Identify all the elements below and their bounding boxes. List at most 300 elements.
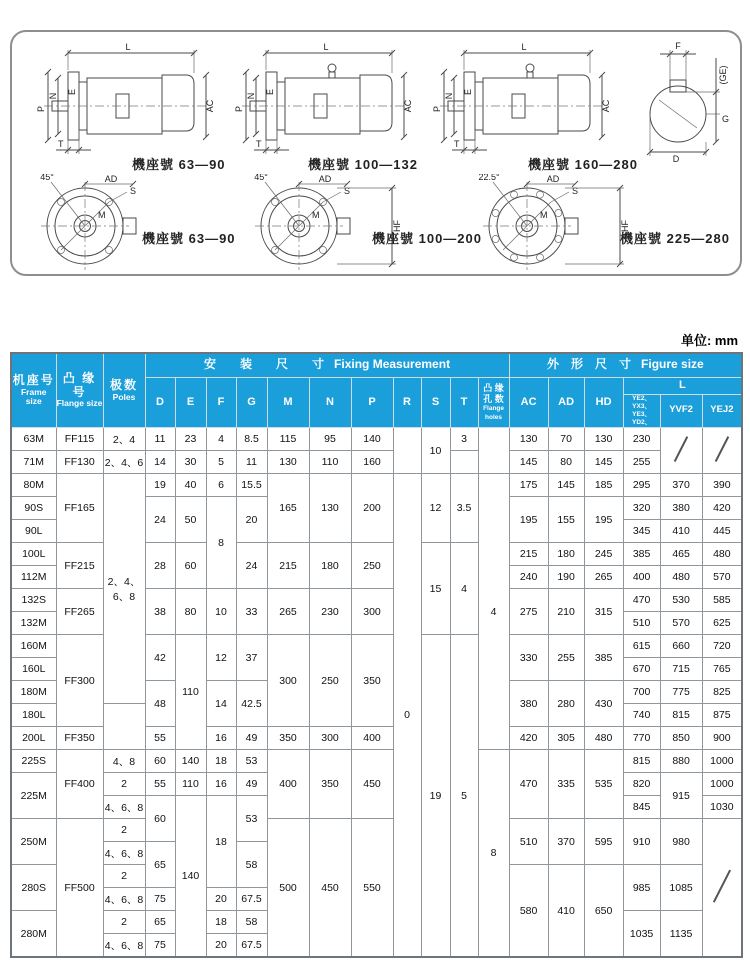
table-cell: 410 xyxy=(548,865,584,958)
band-figure-size: 外 形 尺 寸 Figure size xyxy=(509,353,742,377)
table-cell: 49 xyxy=(236,773,267,796)
table-cell: 2 xyxy=(103,819,145,842)
table-cell: 60 xyxy=(175,543,206,589)
table-cell: FF400 xyxy=(56,750,103,819)
table-cell: 1030 xyxy=(702,796,742,819)
table-cell: 550 xyxy=(351,819,393,958)
svg-text:S: S xyxy=(130,186,137,196)
table-cell xyxy=(103,704,145,750)
table-cell: 53 xyxy=(236,796,267,842)
table-cell: 110 xyxy=(309,451,351,474)
table-cell: 5 xyxy=(450,635,478,958)
svg-text:T: T xyxy=(256,139,262,149)
table-cell: 63M xyxy=(11,428,56,451)
table-cell: FF130 xyxy=(56,451,103,474)
table-cell: 400 xyxy=(267,750,309,819)
table-cell: 180L xyxy=(11,704,56,727)
table-cell: 255 xyxy=(548,635,584,681)
table-cell: 720 xyxy=(702,635,742,658)
col-header-r: R xyxy=(393,377,421,428)
table-cell: 90S xyxy=(11,497,56,520)
table-cell: 33 xyxy=(236,589,267,635)
table-cell: 160L xyxy=(11,658,56,681)
table-cell: 180 xyxy=(548,543,584,566)
table-cell: 4、6、8 xyxy=(103,796,145,819)
table-cell: 145 xyxy=(509,451,548,474)
front-view-100-200 xyxy=(244,174,412,278)
table-cell: 815 xyxy=(660,704,702,727)
table-cell: 320 xyxy=(623,497,660,520)
slash-mark xyxy=(715,436,729,462)
table-cell: 850 xyxy=(660,727,702,750)
table-cell: 370 xyxy=(548,819,584,865)
table-cell: 15.5 xyxy=(236,474,267,497)
table-cell: 132M xyxy=(11,612,56,635)
table-cell: 130 xyxy=(309,474,351,543)
table-cell: 985 xyxy=(623,865,660,911)
table-cell: 19 xyxy=(145,474,175,497)
table-cell: 18 xyxy=(206,911,236,934)
table-cell: 765 xyxy=(702,658,742,681)
col-header-hd: HD xyxy=(584,377,623,428)
side-view-63-90 xyxy=(36,40,220,158)
table-cell: 250 xyxy=(309,635,351,727)
table-cell: 100L xyxy=(11,543,56,566)
table-cell: 585 xyxy=(702,589,742,612)
col-header-g: G xyxy=(236,377,267,428)
table-cell: 10 xyxy=(206,589,236,635)
table-cell: FF115 xyxy=(56,428,103,451)
table-cell: 67.5 xyxy=(236,888,267,911)
table-cell: FF300 xyxy=(56,635,103,727)
table-cell: 430 xyxy=(584,681,623,727)
side-view-100-132 xyxy=(234,40,418,158)
col-header-poles: 极数 Poles xyxy=(103,353,145,428)
svg-text:N: N xyxy=(444,92,454,100)
table-cell: 625 xyxy=(702,612,742,635)
table-cell: 480 xyxy=(660,566,702,589)
table-cell: 350 xyxy=(351,635,393,727)
table-cell: 20 xyxy=(206,888,236,911)
table-cell: 880 xyxy=(660,750,702,773)
table-cell: 12 xyxy=(421,474,450,543)
svg-text:AC: AC xyxy=(601,99,611,113)
table-cell: 1035 xyxy=(623,911,660,958)
table-cell: 24 xyxy=(236,543,267,589)
table-cell: FF215 xyxy=(56,543,103,589)
table-cell: 450 xyxy=(351,750,393,819)
table-cell: 200L xyxy=(11,727,56,750)
table-cell: 1085 xyxy=(660,865,702,911)
table-cell: 90L xyxy=(11,520,56,543)
table-cell: 110 xyxy=(175,635,206,750)
table-cell: 42.5 xyxy=(236,681,267,727)
svg-text:E: E xyxy=(67,88,77,96)
table-cell: 4、6、8 xyxy=(103,888,145,911)
table-cell: 130 xyxy=(267,451,309,474)
svg-text:M: M xyxy=(98,210,106,220)
table-cell: 815 xyxy=(623,750,660,773)
col-header-m: M xyxy=(267,377,309,428)
table-cell xyxy=(478,428,509,474)
table-cell: 470 xyxy=(509,750,548,819)
svg-text:E: E xyxy=(265,88,275,96)
table-cell: 2 xyxy=(103,911,145,934)
front-view-caption: 機座號 100—200 xyxy=(372,231,482,246)
table-cell: 400 xyxy=(351,727,393,750)
table-cell: 38 xyxy=(145,589,175,635)
table-cell: 40 xyxy=(175,474,206,497)
col-header-l-yej2: YEJ2 xyxy=(702,394,742,428)
svg-text:S: S xyxy=(344,186,351,196)
side-view-caption: 機座號 63—90 xyxy=(132,157,226,172)
table-cell: 115 xyxy=(267,428,309,451)
table-cell: 910 xyxy=(623,819,660,865)
table-cell: 380 xyxy=(509,681,548,727)
table-cell: 20 xyxy=(206,934,236,958)
table-cell: 255 xyxy=(623,451,660,474)
table-cell: 465 xyxy=(660,543,702,566)
table-cell: 16 xyxy=(206,727,236,750)
table-cell: 225M xyxy=(11,773,56,819)
table-cell: 2 xyxy=(103,773,145,796)
table-cell: 195 xyxy=(509,497,548,543)
table-cell: 240 xyxy=(509,566,548,589)
table-cell: 160 xyxy=(351,451,393,474)
table-cell: 570 xyxy=(660,612,702,635)
table-cell: 180M xyxy=(11,681,56,704)
front-view-caption: 機座號 225—280 xyxy=(620,231,730,246)
table-cell: 70 xyxy=(548,428,584,451)
table-cell: 530 xyxy=(660,589,702,612)
table-cell: 155 xyxy=(548,497,584,543)
table-cell: 385 xyxy=(623,543,660,566)
table-cell: 65 xyxy=(145,911,175,934)
table-cell: 700 xyxy=(623,681,660,704)
svg-text:T: T xyxy=(454,139,460,149)
table-cell: 295 xyxy=(623,474,660,497)
table-cell: 1135 xyxy=(660,911,702,958)
shaft-end-detail xyxy=(626,38,736,164)
svg-text:F: F xyxy=(675,41,681,51)
table-cell: 875 xyxy=(702,704,742,727)
table-cell: 50 xyxy=(175,497,206,543)
table-cell: 20 xyxy=(236,497,267,543)
slash-mark xyxy=(713,870,731,903)
table-cell: 16 xyxy=(206,773,236,796)
table-cell: 410 xyxy=(660,520,702,543)
table-cell: 75 xyxy=(145,888,175,911)
table-cell: 450 xyxy=(309,819,351,958)
table-cell: FF165 xyxy=(56,474,103,543)
table-cell: 345 xyxy=(623,520,660,543)
table-cell: 510 xyxy=(623,612,660,635)
table-cell: 42 xyxy=(145,635,175,681)
table-cell: 112M xyxy=(11,566,56,589)
table-cell xyxy=(702,819,742,958)
table-cell: 3.5 xyxy=(450,474,478,543)
slash-mark xyxy=(674,436,688,462)
table-cell: 1000 xyxy=(702,773,742,796)
table-cell: 305 xyxy=(548,727,584,750)
table-cell: 335 xyxy=(548,750,584,819)
table-cell: 420 xyxy=(702,497,742,520)
table-cell: 4 xyxy=(206,428,236,451)
col-header-d: D xyxy=(145,377,175,428)
table-cell: 8 xyxy=(206,497,236,589)
col-header-l-yvf2: YVF2 xyxy=(660,394,702,428)
table-cell: 175 xyxy=(509,474,548,497)
svg-text:HF: HF xyxy=(620,220,630,232)
table-cell: 60 xyxy=(145,796,175,842)
col-header-l: L xyxy=(623,377,742,394)
table-cell: 60 xyxy=(145,750,175,773)
table-cell: 67.5 xyxy=(236,934,267,958)
svg-text:N: N xyxy=(48,92,58,100)
col-header-n: N xyxy=(309,377,351,428)
table-cell: 24 xyxy=(145,497,175,543)
svg-text:AD: AD xyxy=(318,174,332,184)
table-cell: 740 xyxy=(623,704,660,727)
table-cell: 250M xyxy=(11,819,56,865)
table-cell: 400 xyxy=(623,566,660,589)
col-header-l-ye2: YE2、YX3、 YE3、YD2、 xyxy=(623,394,660,428)
table-cell: 245 xyxy=(584,543,623,566)
table-cell: 900 xyxy=(702,727,742,750)
table-cell: 8.5 xyxy=(236,428,267,451)
table-cell: 510 xyxy=(509,819,548,865)
table-cell: 110 xyxy=(175,773,206,796)
table-cell: 11 xyxy=(236,451,267,474)
svg-text:(GE): (GE) xyxy=(718,65,728,85)
table-cell: 58 xyxy=(236,842,267,888)
table-cell xyxy=(393,428,421,474)
table-cell: 55 xyxy=(145,773,175,796)
svg-text:AC: AC xyxy=(403,99,413,113)
table-cell: 820 xyxy=(623,773,660,796)
table-cell: 570 xyxy=(702,566,742,589)
table-cell: FF265 xyxy=(56,589,103,635)
table-cell: 15 xyxy=(421,543,450,635)
col-header-t: T xyxy=(450,377,478,428)
svg-text:L: L xyxy=(521,42,527,52)
col-header-flange-holes: 凸 缘 孔 数 Flange holes xyxy=(478,377,509,428)
table-cell: 28 xyxy=(145,543,175,589)
table-cell: 11 xyxy=(145,428,175,451)
table-cell: 23 xyxy=(175,428,206,451)
table-cell: 53 xyxy=(236,750,267,773)
side-view-caption: 機座號 160—280 xyxy=(528,157,638,172)
table-cell: 370 xyxy=(660,474,702,497)
table-cell: 5 xyxy=(206,451,236,474)
col-header-f: F xyxy=(206,377,236,428)
side-view-caption: 機座號 100—132 xyxy=(308,157,418,172)
table-cell: 535 xyxy=(584,750,623,819)
table-cell: 190 xyxy=(548,566,584,589)
table-cell: 980 xyxy=(660,819,702,865)
table-cell xyxy=(702,428,742,474)
svg-text:22.5°: 22.5° xyxy=(478,174,500,182)
svg-text:AD: AD xyxy=(546,174,560,184)
svg-text:45°: 45° xyxy=(254,174,268,182)
table-cell: 715 xyxy=(660,658,702,681)
table-cell: 650 xyxy=(584,865,623,958)
table-cell: 300 xyxy=(267,635,309,727)
table-cell: 420 xyxy=(509,727,548,750)
table-cell xyxy=(450,451,478,474)
table-cell: 3 xyxy=(450,428,478,451)
svg-text:G: G xyxy=(722,114,730,124)
table-cell: 330 xyxy=(509,635,548,681)
table-cell: 215 xyxy=(267,543,309,589)
table-cell: 210 xyxy=(548,589,584,635)
table-cell: 58 xyxy=(236,911,267,934)
table-cell: 0 xyxy=(393,474,421,958)
table-cell: 2 xyxy=(103,865,145,888)
svg-text:D: D xyxy=(672,154,680,164)
table-cell: 130 xyxy=(509,428,548,451)
table-cell: 145 xyxy=(584,451,623,474)
table-cell: 140 xyxy=(175,750,206,773)
table-cell: 140 xyxy=(351,428,393,451)
table-cell: 385 xyxy=(584,635,623,681)
table-cell: 80 xyxy=(175,589,206,635)
col-header-e: E xyxy=(175,377,206,428)
table-cell: FF350 xyxy=(56,727,103,750)
table-cell: 480 xyxy=(584,727,623,750)
table-cell: 445 xyxy=(702,520,742,543)
table-cell: 195 xyxy=(584,497,623,543)
table-cell xyxy=(660,428,702,474)
front-view-225-280 xyxy=(472,174,640,278)
table-cell: 145 xyxy=(548,474,584,497)
col-header-flange: 凸 缘 号 Flange size xyxy=(56,353,103,428)
table-cell: 845 xyxy=(623,796,660,819)
table-cell: 595 xyxy=(584,819,623,865)
front-view-63-90 xyxy=(30,174,160,278)
table-cell: 18 xyxy=(206,796,236,888)
table-cell: 132S xyxy=(11,589,56,612)
table-cell: 4 xyxy=(450,543,478,635)
svg-text:M: M xyxy=(540,210,548,220)
svg-text:P: P xyxy=(36,105,46,113)
svg-text:M: M xyxy=(312,210,320,220)
table-cell: 19 xyxy=(421,635,450,958)
table-cell: 265 xyxy=(584,566,623,589)
svg-text:E: E xyxy=(463,88,473,96)
side-view-160-280 xyxy=(432,40,616,158)
table-cell: 80M xyxy=(11,474,56,497)
front-view-caption: 機座號 63—90 xyxy=(142,231,236,246)
table-cell: 14 xyxy=(145,451,175,474)
table-cell: 65 xyxy=(145,842,175,888)
col-header-frame: 机座号 Frame size xyxy=(11,353,56,428)
table-cell: 180 xyxy=(309,543,351,589)
table-cell: 37 xyxy=(236,635,267,681)
table-cell: 185 xyxy=(584,474,623,497)
table-cell: FF500 xyxy=(56,819,103,958)
table-cell: 2、4、6 xyxy=(103,451,145,474)
table-cell: 30 xyxy=(175,451,206,474)
table-cell: 770 xyxy=(623,727,660,750)
table-cell: 4、6、8 xyxy=(103,934,145,958)
svg-text:HF: HF xyxy=(392,220,402,232)
table-cell: 215 xyxy=(509,543,548,566)
table-cell: 315 xyxy=(584,589,623,635)
table-cell: 915 xyxy=(660,773,702,819)
svg-text:N: N xyxy=(246,92,256,100)
table-cell: 825 xyxy=(702,681,742,704)
col-header-ac: AC xyxy=(509,377,548,428)
table-cell: 71M xyxy=(11,451,56,474)
table-cell: 55 xyxy=(145,727,175,750)
band-fixing-measurement: 安 装 尺 寸 Fixing Measurement xyxy=(145,353,509,377)
diagram-panel xyxy=(10,30,742,276)
svg-text:L: L xyxy=(125,42,131,52)
table-cell: 4 xyxy=(478,474,509,750)
table-cell: 230 xyxy=(309,589,351,635)
table-cell: 80 xyxy=(548,451,584,474)
table-cell: 390 xyxy=(702,474,742,497)
svg-text:AD: AD xyxy=(104,174,118,184)
dimension-table-head xyxy=(11,353,742,428)
svg-text:P: P xyxy=(234,105,244,113)
table-cell: 615 xyxy=(623,635,660,658)
col-header-ad: AD xyxy=(548,377,584,428)
table-cell: 1000 xyxy=(702,750,742,773)
dimension-table-body xyxy=(11,428,742,958)
table-cell: 6 xyxy=(206,474,236,497)
col-header-s: S xyxy=(421,377,450,428)
table-cell: 300 xyxy=(309,727,351,750)
table-cell: 280S xyxy=(11,865,56,911)
table-cell: 275 xyxy=(509,589,548,635)
table-cell: 230 xyxy=(623,428,660,451)
table-cell: 140 xyxy=(175,796,206,958)
table-cell: 775 xyxy=(660,681,702,704)
table-cell: 250 xyxy=(351,543,393,589)
table-cell: 49 xyxy=(236,727,267,750)
table-cell: 200 xyxy=(351,474,393,543)
table-cell: 280 xyxy=(548,681,584,727)
table-cell: 165 xyxy=(267,474,309,543)
table-cell: 2、4 xyxy=(103,428,145,451)
table-cell: 380 xyxy=(660,497,702,520)
table-cell: 480 xyxy=(702,543,742,566)
table-cell: 130 xyxy=(584,428,623,451)
table-cell: 4、8 xyxy=(103,750,145,773)
svg-text:45°: 45° xyxy=(40,174,54,182)
svg-text:T: T xyxy=(58,139,64,149)
table-cell: 280M xyxy=(11,911,56,958)
table-cell: 670 xyxy=(623,658,660,681)
table-cell: 660 xyxy=(660,635,702,658)
table-cell: 75 xyxy=(145,934,175,958)
table-cell: 95 xyxy=(309,428,351,451)
table-cell: 160M xyxy=(11,635,56,658)
table-cell: 14 xyxy=(206,681,236,727)
table-cell: 225S xyxy=(11,750,56,773)
col-header-p: P xyxy=(351,377,393,428)
unit-label: 单位: mm xyxy=(680,333,738,348)
dimension-table xyxy=(10,352,743,958)
table-cell: 470 xyxy=(623,589,660,612)
table-cell: 500 xyxy=(267,819,309,958)
table-cell: 10 xyxy=(421,428,450,474)
table-cell: 300 xyxy=(351,589,393,635)
table-cell: 350 xyxy=(267,727,309,750)
table-cell: 580 xyxy=(509,865,548,958)
